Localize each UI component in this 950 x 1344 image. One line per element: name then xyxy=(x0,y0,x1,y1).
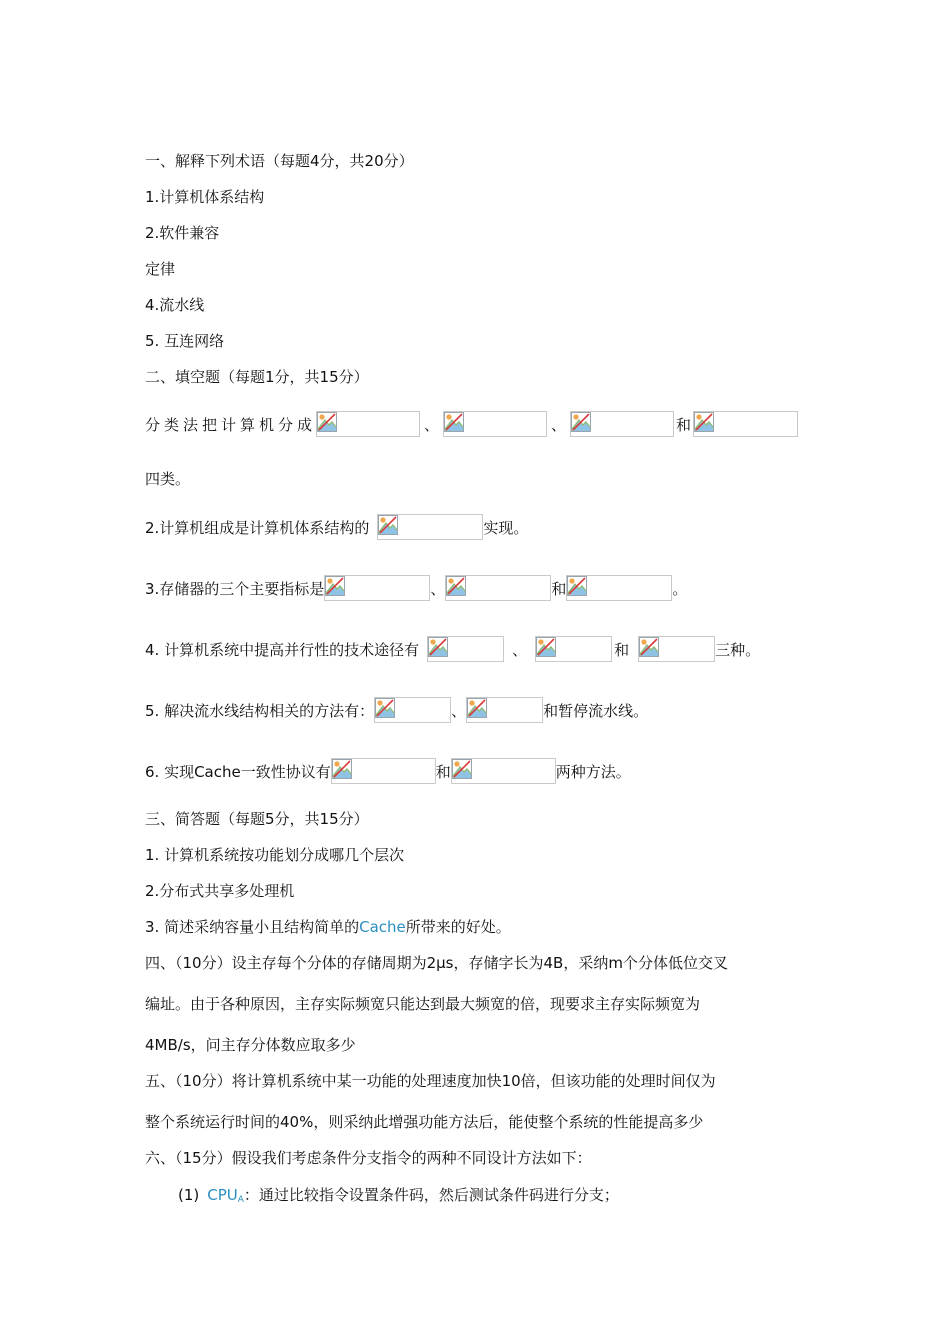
short-question-2: 2.分布式共享多处理机 xyxy=(145,882,295,900)
term-4: 4.流水线 xyxy=(145,296,205,314)
broken-image-icon xyxy=(571,412,591,432)
fill-question-5 xyxy=(145,697,648,723)
broken-image-icon xyxy=(694,412,714,432)
answer-blank[interactable] xyxy=(638,636,715,662)
separator: 、 xyxy=(551,416,567,434)
fill-question-4 xyxy=(145,636,760,662)
answer-blank[interactable] xyxy=(535,636,612,662)
section-4-line-3: 4MB/s，问主存分体数应取多少 xyxy=(145,1036,356,1054)
conjunction: 和 xyxy=(435,763,451,781)
cpu-subscript: A xyxy=(237,1195,244,1205)
answer-blank[interactable] xyxy=(693,411,798,437)
section-2-heading: 二、填空题（每题1分，共15分） xyxy=(145,368,369,386)
term-2: 2.软件兼容 xyxy=(145,224,220,242)
answer-blank[interactable] xyxy=(324,575,430,601)
question-text: 5. 解决流水线结构相关的方法有： xyxy=(145,702,375,720)
short-question-1: 1. 计算机系统按功能划分成哪几个层次 xyxy=(145,846,405,864)
question-text: 3.存储器的三个主要指标是 xyxy=(145,580,325,598)
answer-blank[interactable] xyxy=(427,636,504,662)
cache-link[interactable]: Cache xyxy=(359,918,406,936)
conjunction: 和 xyxy=(676,416,692,434)
term-1: 1.计算机体系结构 xyxy=(145,188,265,206)
broken-image-icon xyxy=(452,759,472,779)
fill-question-6 xyxy=(145,758,631,784)
section-4-line-2: 编址。由于各种原因，主存实际频宽只能达到最大频宽的倍，现要求主存实际频宽为 xyxy=(145,995,701,1013)
term-3: 定律 xyxy=(145,260,176,278)
question-text: 2.计算机组成是计算机体系结构的 xyxy=(145,519,370,537)
separator: 、 xyxy=(424,416,440,434)
section-3-heading: 三、简答题（每题5分，共15分） xyxy=(145,810,369,828)
broken-image-icon xyxy=(639,637,659,657)
fill-question-2 xyxy=(145,514,528,540)
section-6-item-1 xyxy=(178,1185,619,1210)
answer-blank[interactable] xyxy=(443,411,547,437)
period: 。 xyxy=(672,580,688,598)
broken-image-icon xyxy=(444,412,464,432)
question-text: 实现。 xyxy=(483,519,529,537)
broken-image-icon xyxy=(332,759,352,779)
broken-image-icon xyxy=(325,576,345,596)
question-text: 所带来的好处。 xyxy=(405,918,511,936)
answer-blank[interactable] xyxy=(566,575,672,601)
section-6-heading: 六、（15分）假设我们考虑条件分支指令的两种不同设计方法如下： xyxy=(145,1149,592,1167)
answer-blank[interactable] xyxy=(466,697,543,723)
answer-blank[interactable] xyxy=(316,411,420,437)
fill-question-1-tail: 四类。 xyxy=(145,470,191,488)
broken-image-icon xyxy=(317,412,337,432)
answer-blank[interactable] xyxy=(570,411,674,437)
question-text: 6. 实现Cache一致性协议有 xyxy=(145,763,331,781)
term-5: 5. 互连网络 xyxy=(145,332,225,350)
question-text: 3. 简述采纳容量小且结构简单的 xyxy=(145,918,360,936)
broken-image-icon xyxy=(375,698,395,718)
broken-image-icon xyxy=(536,637,556,657)
answer-blank[interactable] xyxy=(374,697,451,723)
question-text: 和暂停流水线。 xyxy=(543,702,649,720)
separator: 、 xyxy=(451,702,467,720)
answer-blank[interactable] xyxy=(451,758,556,784)
section-5-line-2: 整个系统运行时间的40%，则采纳此增强功能方法后，能使整个系统的性能提高多少 xyxy=(145,1113,704,1131)
broken-image-icon xyxy=(428,637,448,657)
conjunction: 和 xyxy=(614,641,630,659)
broken-image-icon xyxy=(378,515,398,535)
short-question-3 xyxy=(145,917,511,937)
answer-blank[interactable] xyxy=(377,514,483,540)
question-text: 两种方法。 xyxy=(555,763,631,781)
conjunction: 和 xyxy=(551,580,567,598)
section-4-line-1: 四、（10分）设主存每个分体的存储周期为2μs，存储字长为4B，采纳m个分体低位交叉 xyxy=(145,954,728,972)
fill-question-3 xyxy=(145,575,687,601)
cpu-label: CPU xyxy=(207,1186,238,1204)
question-text: 三种。 xyxy=(715,641,761,659)
separator: 、 xyxy=(512,641,528,659)
answer-blank[interactable] xyxy=(445,575,551,601)
separator: 、 xyxy=(430,580,446,598)
broken-image-icon xyxy=(567,576,587,596)
section-1-heading: 一、解释下列术语（每题4分，共20分） xyxy=(145,152,414,170)
answer-blank[interactable] xyxy=(331,758,436,784)
section-5-line-1: 五、（10分）将计算机系统中某一功能的处理速度加快10倍，但该功能的处理时间仅为 xyxy=(145,1072,716,1090)
item-number: (1) xyxy=(178,1186,200,1204)
fill-question-1 xyxy=(145,411,798,437)
question-text: 4. 计算机系统中提高并行性的技术途径有 xyxy=(145,641,420,659)
broken-image-icon xyxy=(446,576,466,596)
broken-image-icon xyxy=(467,698,487,718)
item-text: ：通过比较指令设置条件码，然后测试条件码进行分支； xyxy=(243,1186,619,1204)
question-text: 分类法把计算机分成 xyxy=(145,416,317,434)
